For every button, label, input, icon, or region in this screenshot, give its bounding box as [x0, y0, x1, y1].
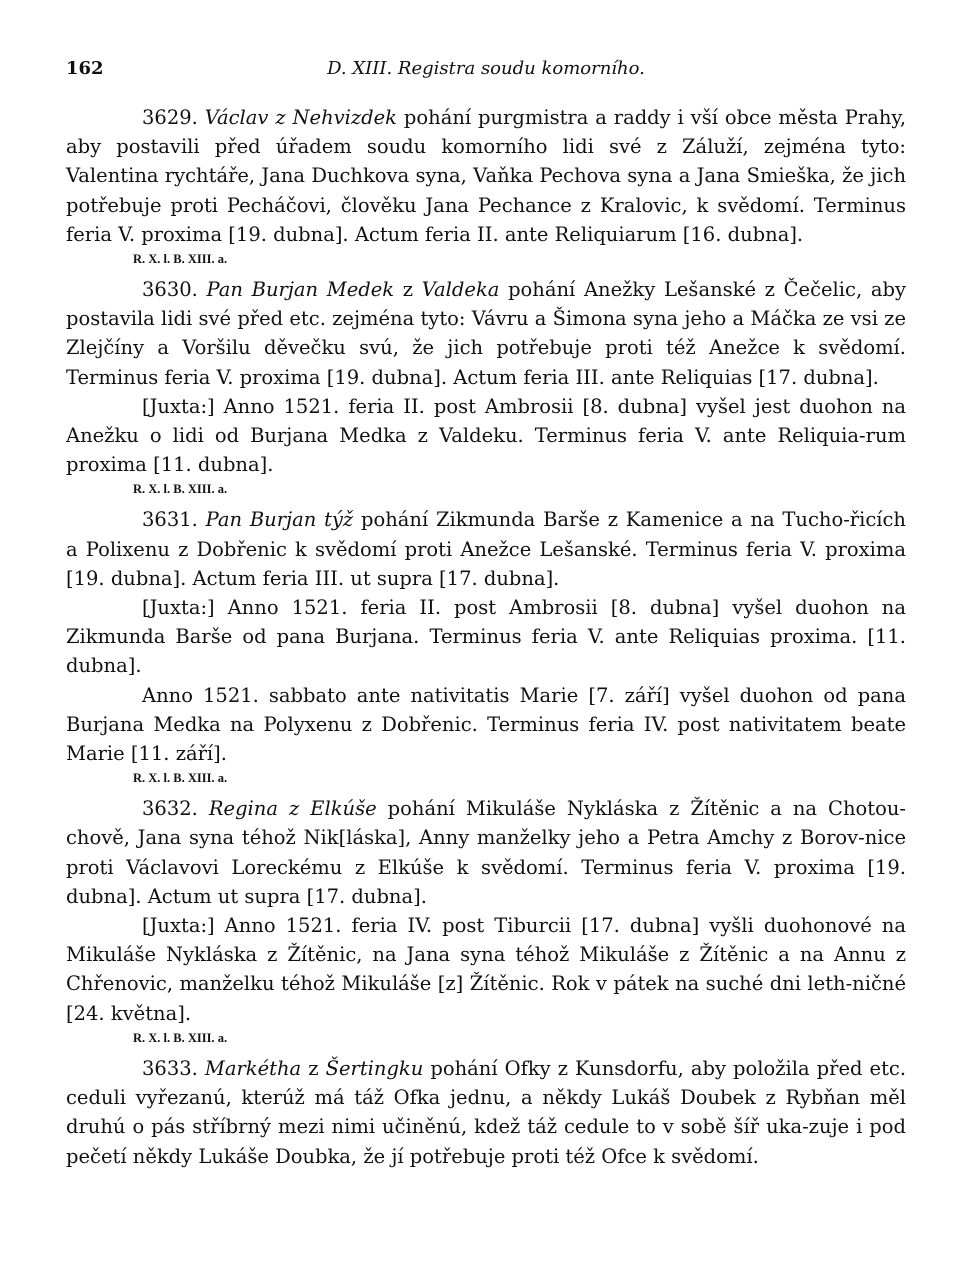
entry-name: Pan Burjan týž: [205, 508, 354, 532]
entry-name: Regina z Elkúše: [208, 797, 377, 821]
entry-number: 3631.: [142, 508, 198, 532]
entry-paragraph: [66, 103, 906, 249]
entry-paragraph: [Juxta:] Anno 1521. feria II. post Ambrosii [8. dubna] vyšel jest duohon na Anežku o lidi od Burjana Medka z Valdeku. Terminus feria V. ante Reliquia-rum proxima [11. dubna].: [66, 394, 906, 477]
entry-name: Václav z Nehvizdek: [204, 106, 398, 129]
entry-paragraph: [66, 505, 906, 593]
entry-3630: [66, 275, 906, 499]
entry-paragraph: [66, 275, 906, 392]
entry-number: 3633.: [142, 1056, 198, 1080]
source-reference: R. X. l. B. XIII. a.: [133, 252, 228, 267]
entry-text: pohání Anežky Lešanské z Čečelic, aby postavila lidi své před etc. zejména tyto: Vávru a Šimona syna jeho a Máčka ze vsi ze Zlejčíny a Voršilu děvečku svú, že jich potřebuje proti též Anežce k svědomí. Terminus feria V. proxima [19. dubna]. Actum feria III. ante Reliquias [17. dubna].: [66, 278, 906, 389]
entry-name-connector: z: [402, 278, 414, 302]
entry-3632: [66, 794, 906, 1048]
entry-name: Markétha: [204, 1056, 302, 1080]
running-head: [66, 58, 906, 79]
entry-name-place: Valdeka: [421, 278, 500, 302]
entry-text: pohání Mikuláše Nykláska z Žítěnic a na Chotou-chově, Jana syna téhož Nik[láska], Anny manželky jeho a Petra Amchy z Borov-nice proti Václavovi Loreckému z Elkúše k svědomí. Terminus feria V. proxima [19. dubna]. Actum ut supra [17. dubna].: [66, 797, 907, 908]
source-reference: R. X. l. B. XIII. a.: [133, 482, 228, 497]
source-reference: R. X. l. B. XIII. a.: [133, 771, 228, 786]
source-reference: R. X. l. B. XIII. a.: [133, 1030, 228, 1045]
running-title: D. XIII. Registra soudu komorního.: [327, 58, 645, 79]
entry-paragraph: [66, 1054, 906, 1171]
entry-text: pohání purgmistra a raddy i vší obce města Prahy, aby postavili před úřadem soudu komorního lidi své z Záluží, zejména tyto: Valentina rychtáře, Jana Duchkova syna, Vaňka Pechova syna a Jana Smieška, že jich potřebuje proti Pecháčovi, člověku Jana Pechance z Kralovic, k svědomí. Terminus feria V. proxima [19. dubna]. Actum feria II. ante Reliquiarum [16. dubna].: [66, 106, 907, 246]
entry-paragraph: [Juxta:] Anno 1521. feria II. post Ambrosii [8. dubna] vyšel duohon na Zikmunda Barše od pana Burjana. Terminus feria V. ante Reliquias proxima. [11. dubna].: [66, 596, 906, 678]
entry-text: pohání Ofky z Kunsdorfu, aby položila před etc. ceduli vyřezanú, kterúž má táž Ofka jednu, a někdy Lukáš Doubek z Rybňan měl druhú o pás stříbrný mezi nimi učiněnú, kdež táž cedule to v sobě šíř uka-zuje i pod pečetí někdy Lukáše Doubka, že jí potřebuje proti též Ofce k svědomí.: [66, 1056, 907, 1168]
entry-paragraph: [66, 794, 906, 911]
entry-number: 3629.: [142, 106, 198, 129]
entry-name-place: Šertingku: [325, 1056, 424, 1080]
entry-name-connector: z: [308, 1056, 319, 1080]
document-page: [66, 58, 906, 1171]
entry-text: pohání Zikmunda Barše z Kamenice a na Tucho-řicích a Polixenu z Dobřenic k svědomí proti Anežce Lešanské. Terminus feria V. proxima [19. dubna]. Actum feria III. ut supra [17. dubna].: [66, 508, 906, 590]
entry-3633: [66, 1054, 906, 1171]
entry-name: Pan Burjan Medek: [206, 278, 395, 302]
entry-number: 3632.: [142, 797, 198, 821]
entry-paragraph: [Juxta:] Anno 1521. feria IV. post Tiburcii [17. dubna] vyšli duohonové na Mikuláše Nykláska z Žítěnic, na Jana syna téhož Mikuláše z Žítěnic a na Annu z Chřenovic, manželku téhož Mikuláše [z] Žítěnic. Rok v pátek na suché dni leth-ničné [24. května].: [66, 914, 906, 1025]
entry-number: 3630.: [142, 278, 198, 302]
page-number: 162: [66, 58, 104, 79]
entry-paragraph: Anno 1521. sabbato ante nativitatis Marie [7. září] vyšel duohon od pana Burjana Medka na Polyxenu z Dobřenic. Terminus feria IV. post nativitatem beate Marie [11. září].: [66, 683, 906, 766]
entry-3629: [66, 103, 906, 269]
entry-3631: [66, 505, 906, 788]
